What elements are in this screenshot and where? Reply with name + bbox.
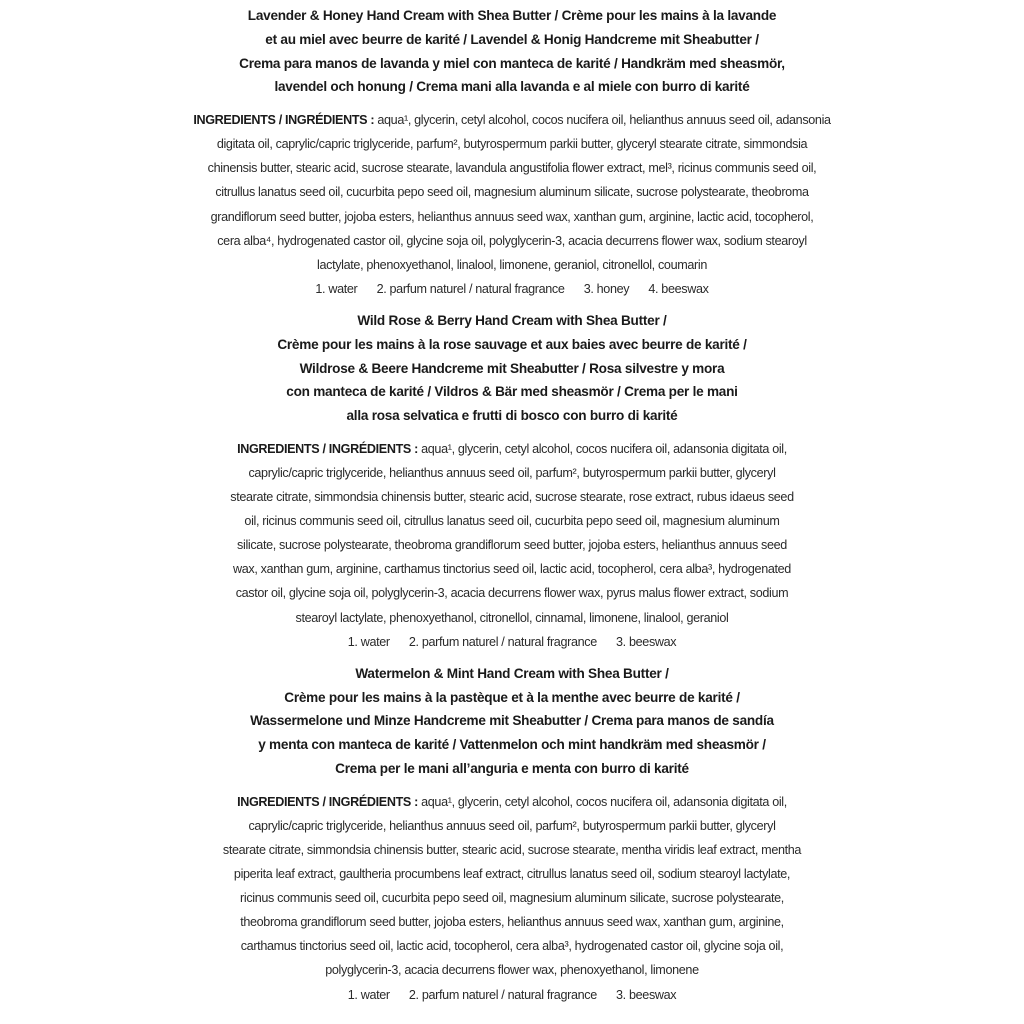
- ingredients-line: [180, 108, 844, 132]
- ingredients-line: chinensis butter, stearic acid, sucrose stearate, lavandula angustifolia flower extract, mel³, ricinus communis seed oil,: [207, 161, 817, 176]
- ingredients-label: INGREDIENTS / INGRÉDIENTS :: [193, 113, 375, 128]
- ingredients-line: caprylic/capric triglyceride, helianthus annuus seed oil, parfum², butyrospermum parkii butter, glyceryl: [248, 466, 776, 481]
- product-title-line: Watermelon & Mint Hand Cream with Shea Butter /: [355, 665, 669, 681]
- product-section-watermelon-mint: [180, 662, 844, 1007]
- ingredients-line: cera alba⁴, hydrogenated castor oil, glycine soja oil, polyglycerin-3, acacia decurrens flower wax, sodium stearoyl: [217, 233, 807, 248]
- ingredients-line: stearate citrate, simmondsia chinensis butter, stearic acid, sucrose stearate, mentha viridis leaf extract, mentha: [222, 842, 802, 857]
- footnote: 3. beeswax: [616, 987, 677, 1002]
- ingredients-line: stearate citrate, simmondsia chinensis butter, stearic acid, sucrose stearate, rose extract, rubus idaeus seed: [230, 490, 794, 505]
- footnotes: [180, 630, 844, 654]
- ingredients-line: piperita leaf extract, gaultheria procumbens leaf extract, citrullus lanatus seed oil, sodium stearoyl lactylate,: [233, 867, 791, 882]
- product-title-line: alla rosa selvatica e frutti di bosco con burro di karité: [346, 408, 678, 424]
- ingredients-line: lactylate, phenoxyethanol, linalool, limonene, geraniol, citronellol, coumarin: [317, 257, 707, 272]
- ingredients-line: castor oil, glycine soja oil, polyglycerin-3, acacia decurrens flower wax, pyrus malus flower extract, sodium: [235, 586, 789, 601]
- footnote: 1. water: [347, 634, 390, 649]
- product-section-wild-rose-berry: [180, 309, 844, 654]
- footnotes: [180, 277, 844, 301]
- ingredients-label: INGREDIENTS / INGRÉDIENTS :: [237, 441, 418, 456]
- product-title-line: et au miel avec beurre de karité / Lavendel & Honig Handcreme mit Sheabutter /: [265, 31, 759, 47]
- ingredients-line: caprylic/capric triglyceride, helianthus annuus seed oil, parfum², butyrospermum parkii butter, glyceryl: [248, 818, 776, 833]
- ingredients-text: aqua¹, glycerin, cetyl alcohol, cocos nucifera oil, adansonia digitata oil,: [421, 794, 787, 809]
- product-title: [180, 4, 844, 99]
- product-title-line: y menta con manteca de karité / Vattenmelon och mint handkräm med sheasmör /: [258, 737, 766, 753]
- ingredients-text: aqua¹, glycerin, cetyl alcohol, cocos nucifera oil, adansonia digitata oil,: [421, 441, 787, 456]
- ingredients-label: INGREDIENTS / INGRÉDIENTS :: [237, 794, 418, 809]
- product-title: [180, 309, 844, 428]
- ingredients-list: [180, 437, 844, 630]
- product-title-line: Crema per le mani all’anguria e menta con burro di karité: [335, 760, 689, 776]
- footnote: 3. beeswax: [616, 634, 677, 649]
- product-title-line: Crème pour les mains à la rose sauvage et aux baies avec beurre de karité /: [277, 336, 747, 352]
- ingredients-line: silicate, sucrose polystearate, theobroma grandiflorum seed butter, jojoba esters, helianthus annuus seed: [237, 538, 787, 553]
- ingredients-line: [180, 790, 844, 814]
- product-title-line: lavendel och honung / Crema mani alla lavanda e al miele con burro di karité: [274, 79, 750, 95]
- footnotes: [180, 983, 844, 1007]
- ingredients-line: polyglycerin-3, acacia decurrens flower wax, phenoxyethanol, limonene: [325, 963, 699, 978]
- ingredients-line: digitata oil, caprylic/capric triglyceride, parfum², butyrospermum parkii butter, glyceryl stearate citrate, simmondsia: [216, 137, 808, 152]
- ingredients-line: theobroma grandiflorum seed butter, jojoba esters, helianthus annuus seed wax, xanthan gum, arginine,: [240, 915, 784, 930]
- footnote: 2. parfum naturel / natural fragrance: [408, 634, 597, 649]
- ingredients-line: oil, ricinus communis seed oil, citrullus lanatus seed oil, cucurbita pepo seed oil, magnesium aluminum: [244, 514, 780, 529]
- product-title: [180, 662, 844, 781]
- footnote: 2. parfum naturel / natural fragrance: [408, 987, 597, 1002]
- ingredients-list: [180, 790, 844, 983]
- product-title-line: Wild Rose & Berry Hand Cream with Shea Butter /: [357, 312, 667, 328]
- product-title-line: Wassermelone und Minze Handcreme mit Sheabutter / Crema para manos de sandía: [250, 713, 774, 729]
- product-section-lavender-honey: [180, 0, 844, 301]
- ingredients-list: [180, 108, 844, 277]
- ingredients-label-page: [180, 0, 844, 1024]
- product-title-line: Lavender & Honey Hand Cream with Shea Butter / Crème pour les mains à la lavande: [247, 8, 777, 23]
- footnote: 4. beeswax: [648, 281, 709, 296]
- ingredients-line: citrullus lanatus seed oil, cucurbita pepo seed oil, magnesium aluminum silicate, sucrose polystearate, theobroma: [215, 185, 809, 200]
- footnote: 2. parfum naturel / natural fragrance: [376, 281, 565, 296]
- product-title-line: Wildrose & Beere Handcreme mit Sheabutter / Rosa silvestre y mora: [299, 360, 725, 376]
- ingredients-line: [180, 437, 844, 461]
- ingredients-line: wax, xanthan gum, arginine, carthamus tinctorius seed oil, lactic acid, tocopherol, cera alba³, hydrogenated: [233, 562, 791, 577]
- ingredients-line: stearoyl lactylate, phenoxyethanol, citronellol, cinnamal, limonene, linalool, geraniol: [295, 610, 729, 625]
- footnote: 1. water: [347, 987, 390, 1002]
- product-title-line: Crème pour les mains à la pastèque et à la menthe avec beurre de karité /: [284, 689, 740, 705]
- product-title-line: con manteca de karité / Vildros & Bär med sheasmör / Crema per le mani: [286, 384, 738, 400]
- ingredients-line: carthamus tinctorius seed oil, lactic acid, tocopherol, cera alba³, hydrogenated castor oil, glycine soja oil,: [240, 939, 784, 954]
- ingredients-text: aqua¹, glycerin, cetyl alcohol, cocos nucifera oil, helianthus annuus seed oil, adansonia: [377, 113, 831, 128]
- product-title-line: Crema para manos de lavanda y miel con manteca de karité / Handkräm med sheasmör,: [239, 55, 785, 71]
- ingredients-line: ricinus communis seed oil, cucurbita pepo seed oil, magnesium aluminum silicate, sucrose polystearate,: [240, 891, 784, 906]
- ingredients-line: grandiflorum seed butter, jojoba esters, helianthus annuus seed wax, xanthan gum, arginine, lactic acid, tocopherol,: [210, 209, 814, 224]
- footnote: 1. water: [315, 281, 358, 296]
- footnote: 3. honey: [583, 281, 630, 296]
